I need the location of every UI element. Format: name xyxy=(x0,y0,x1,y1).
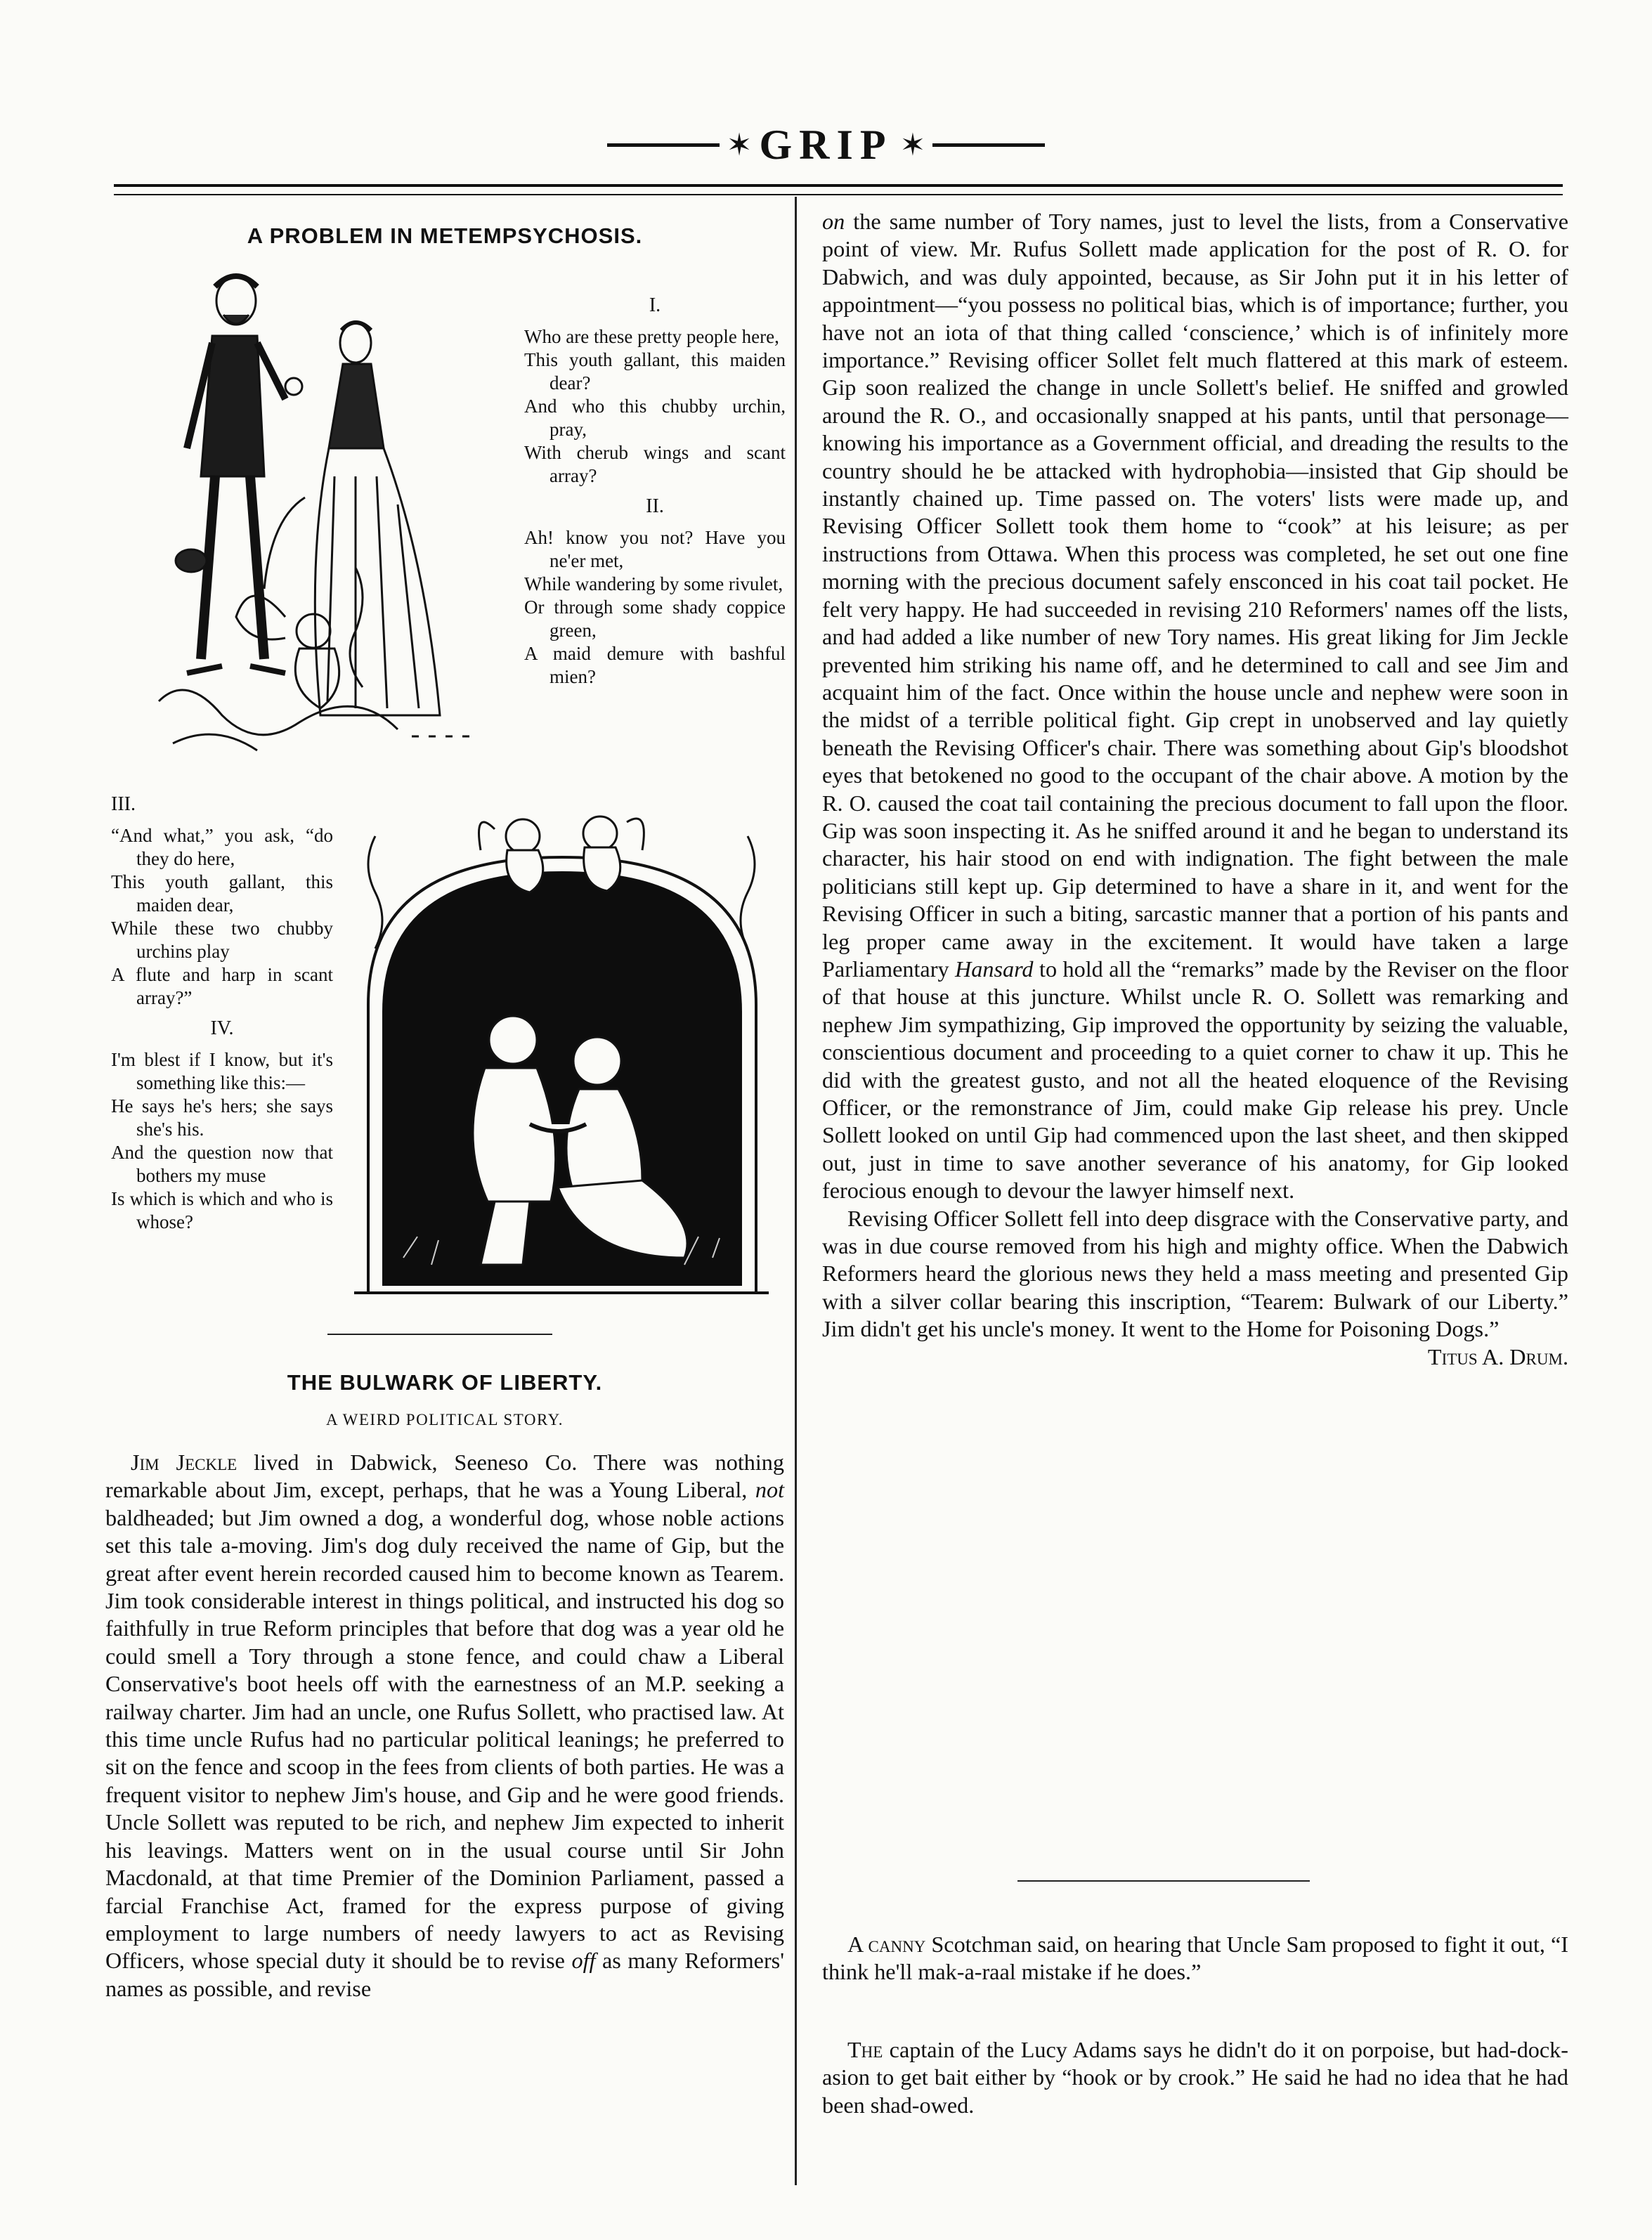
author-signature: Titus A. Drum. xyxy=(1427,1343,1568,1369)
poem-line: “And what,” you ask, “do they do here, xyxy=(111,825,333,869)
poem-line: And who this chubby urchin, pray, xyxy=(524,396,786,440)
star-icon: ✶ xyxy=(726,127,753,162)
stanza-numeral: I. xyxy=(649,294,661,316)
bulwark-story-part-1 xyxy=(105,1449,784,2003)
column-divider xyxy=(795,197,797,2185)
poem-line: This youth gallant, this maiden dear, xyxy=(111,871,333,916)
poem-line: With cherub wings and scant array? xyxy=(524,442,786,486)
story-paragraph xyxy=(822,208,1568,1205)
bulwark-story-part-2 xyxy=(822,208,1568,1371)
section-divider xyxy=(1017,1880,1310,1882)
bulwark-title: THE BULWARK OF LIBERTY. xyxy=(287,1370,603,1395)
story-emphasis: on xyxy=(822,209,845,234)
poem-line: While these two chubby urchins play xyxy=(111,918,333,962)
poem-line: I'm blest if I know, but it's something like this:— xyxy=(111,1049,333,1093)
story-paragraph xyxy=(105,1449,784,2003)
poem-line: This youth gallant, this maiden dear? xyxy=(524,349,786,393)
poem-line: While wandering by some rivulet, xyxy=(524,573,783,594)
joke-text: captain of the Lucy Adams says he didn't do it on porpoise, but had-dock-asion to get bait either by “hook or by crook.” He said he had no idea that he had been shad-owed. xyxy=(822,2037,1568,2118)
poem-line: A flute and harp in scant array?” xyxy=(111,964,333,1008)
header-rule xyxy=(114,184,1563,187)
joke-text: Scotchman said, on hearing that Uncle Sam proposed to fight it out, “I think he'll mak-a-raal mistake if he does.” xyxy=(822,1932,1569,1985)
story-text: the same number of Tory names, just to level the lists, from a Conservative point of view. Mr. Rufus Sollett made application for the post of R. O. for Dabwich, and was duly appointed, because, as Sir John put it in his letter of appointment—“you possess no political bias, which is of importance; further, you have not an iota of that thing called ‘conscience,’ which is of infinitely more importance.” Revising officer Sollet felt much flattered at this mark of esteem. Gip soon realized the change in uncle Sollett's belief. He sniffed and growled around the R. O., and occasionally snapped at his pants, until that personage—knowing his importance as a Government official, and dreading the results to the country should he be attacked with hydrophobia—insisted that Gip should be instantly chained up. Time passed on. The voters' lists were made up, and Revising Officer Sollett took them home to “cook” at his leisure; as per instructions from Ottawa. When this process was completed, he set out one fine morning with the precious document safely ensconced in his coat tail pocket. He felt very happy. He had succeeded in revising 210 Reformers' names off the lists, and had added a like number of new Tory names. His great liking for Jim Jeckle prevented him striking his name off, and he determined to call and see Jim and acquaint him of the fact. Once within the house uncle and nephew were soon in the midst of a terrible political fight. Gip crept in unobserved and lay quietly beneath the Revising Officer's chair. There was something about Gip's bloodshot eyes that betokened no good to the occupant of the chair above. A motion by the R. O. caused the coat tail containing the precious document to fall upon the floor. Gip was soon inspecting it. As he sniffed around it and he began to understand its character, his hair stood on end with indignation. The fight between the male politicians still kept up. Gip determined to have a share in it, and went for the Revising Officer in such a biting, sarcastic manner that a portion of his pants and leg proper came away in the excitement. It would have taken a large Parliamentary xyxy=(822,209,1569,982)
stanza-numeral: III. xyxy=(111,793,136,815)
story-emphasis: off xyxy=(571,1948,596,1974)
poem-line: And the question now that bothers my muse xyxy=(111,1142,333,1186)
stanza-numeral: II. xyxy=(646,495,664,517)
story-text: baldheaded; but Jim owned a dog, a wonderful dog, whose noble actions set this tale a-moving. Jim's dog duly received the name of Gip, but the great after event herein recorded caused him to become known as Tearem. Jim took considerable interest in things political, and instructed his dog so faithfully in true Reform principles that before that dog was a year old he could smell a Tory through a stone fence, and could chaw a Liberal Conservative's boot heels off with the earnestness of an M.P. seeking a railway charter. Jim had an uncle, one Rufus Sollett, who practised law. At this time uncle Rufus had no particular political leanings; he preferred to sit on the fence and scoop in the fees from clients of both parties. He was a frequent visitor to nephew Jim's house, and Gip and he were good friends. Uncle Sollett was reputed to be rich, and nephew Jim expected to inherit his leavings. Matters went on in the usual course until Sir John Macdonald, at that time Premier of the Dominion Parliament, passed a farcial Franchise Act, framed for the express purpose of giving employment to large numbers of needy lawyers to act as Revising Officers, whose special duty it should be to revise xyxy=(105,1504,784,1974)
poem-line: Ah! know you not? Have you ne'er met, xyxy=(524,527,786,571)
masthead-rule-right xyxy=(932,143,1045,147)
masthead-rule-left xyxy=(607,143,720,147)
story-text: lived in Dabwick, Seeneso Co. There was nothing remarkable about Jim, except, perhaps, that he was a Young Liberal, xyxy=(105,1450,784,1503)
arched-vignette-illustration xyxy=(347,808,777,1300)
story-emphasis: Hansard xyxy=(955,956,1034,982)
captain-joke xyxy=(822,2036,1568,2119)
lead-caps: Jim Jeckle xyxy=(131,1450,238,1475)
couple-with-cherub-illustration xyxy=(145,266,510,755)
poem-line: He says he's hers; she says she's his. xyxy=(111,1095,333,1140)
poem-stanzas-1-2 xyxy=(524,287,786,689)
joke-paragraph xyxy=(822,1931,1568,1986)
star-icon: ✶ xyxy=(899,127,926,162)
poem-line: A maid demure with bashful mien? xyxy=(524,643,786,687)
story-text: to hold all the “remarks” made by the Reviser on the floor of that house at this juncture. Whilst uncle R. O. Sollett was remarking and nephew Jim sympathizing, Gip improved the opportunity by seizing the valuable, conscientious document and proceeding to a quiet corner to chaw it up. This he did with the greatest gusto, and not all the heated eloquence of the Revising Officer, or the remonstrance of Jim, could make Gip release his prey. Uncle Sollett looked on until Gip had commenced upon the last sheet, and then skipped out, just in time to save another severance of his anatomy, for Gip looked ferocious enough to devour the lawyer himself next. xyxy=(822,956,1569,1204)
section-divider xyxy=(327,1334,552,1335)
lead-caps: The xyxy=(847,2037,883,2062)
lead-caps: A canny xyxy=(847,1932,926,1957)
poem-line: Is which is which and who is whose? xyxy=(111,1188,333,1232)
scotchman-joke xyxy=(822,1931,1568,1986)
poem-line: Who are these pretty people here, xyxy=(524,326,779,347)
poem-line: Or through some shady coppice green, xyxy=(524,597,786,641)
stanza-numeral: IV. xyxy=(210,1017,234,1039)
metempsychosis-title: A PROBLEM IN METEMPSYCHOSIS. xyxy=(247,223,643,248)
publication-title: GRIP xyxy=(759,121,893,168)
header-rule-thin xyxy=(114,194,1563,195)
story-text: as many Reformers' names as possible, and revise xyxy=(105,1948,785,2001)
story-paragraph: Revising Officer Sollett fell into deep disgrace with the Conservative party, and was in due course removed from his high and mighty office. When the Dabwich Reformers heard the glorious news they held a mass meeting and presented Gip with a silver collar bearing this inscription, “Tearem: Bulwark of our Liberty.” Jim didn't get his uncle's money. It went to the Home for Poisoning Dogs.” xyxy=(822,1205,1568,1342)
poem-stanzas-3-4 xyxy=(111,786,333,1234)
joke-paragraph xyxy=(822,2036,1568,2119)
masthead xyxy=(0,121,1652,168)
story-emphasis: not xyxy=(755,1477,785,1503)
bulwark-subtitle: A WEIRD POLITICAL STORY. xyxy=(325,1411,564,1428)
